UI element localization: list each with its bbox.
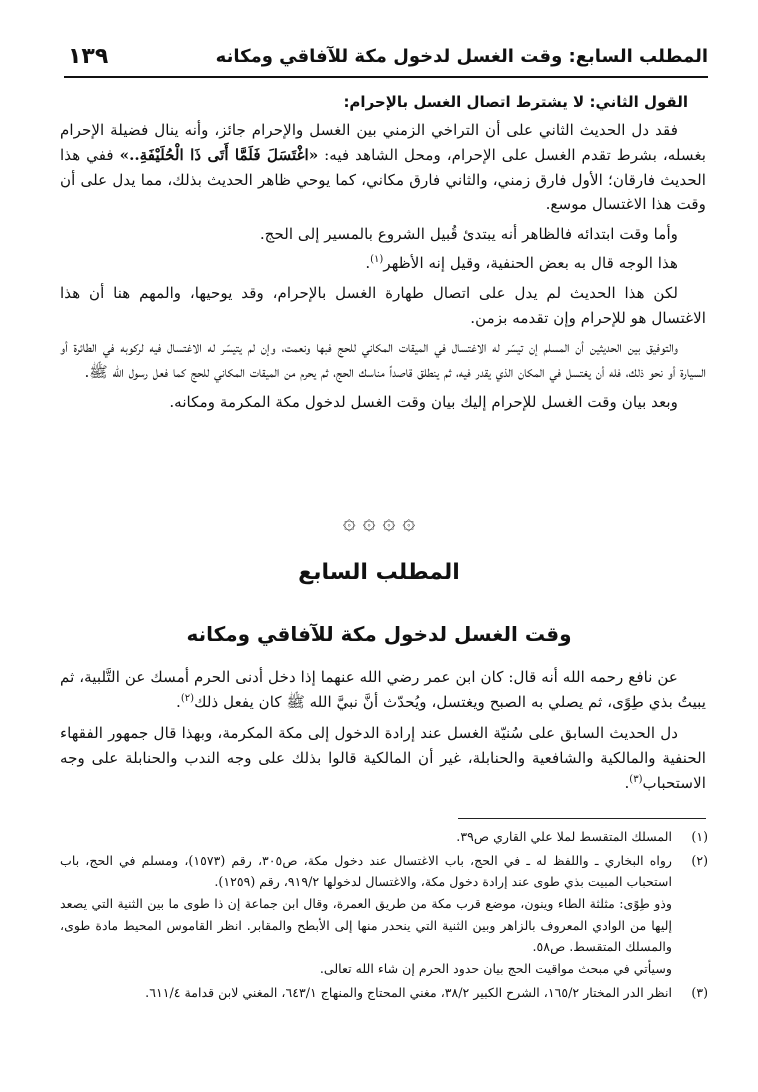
paragraph: والتوفيق بين الحديثين أن المسلم إن تيسّر له الاغتسال في الميقات المكاني للحج فبها ونعمت، وإن لم يتيسّر له الاغتسال فيه لركوبه في الطائرة أو السيارة أو نحو ذلك، فله أن يغتسل في المكان الذي يقدر فيه، ثم ينطلق قاصداً مناسك الحج، ثم يحرم من الميقات المكاني للحج كما فعل رسول الله ﷺ.: [60, 338, 706, 381]
paragraph: فقد دل الحديث الثاني على أن التراخي الزمني بين الغسل والإحرام جائز، وأنه ينال فضيلة الإحرام بغسله، بشرط تقدم الغسل على الإحرام، ومحل الشاهد فيه: «اغْتَسَلَ فَلَمَّا أَتَى ذَا الْحُلَيْفَةِ..» ففي هذا الحديث فارقان؛ الأول فارق زمني، والثاني فارق مكاني، كما يوحي ظاهر الحديث بذلك، مما يدل على أن وقت هذا الاغتسال موسع.: [60, 121, 706, 214]
section-subtitle: وقت الغسل لدخول مكة للآفاقي ومكانه: [186, 622, 572, 646]
hadith-quote: «اغْتَسَلَ فَلَمَّا أَتَى ذَا الْحُلَيْفَةِ..»: [119, 145, 319, 164]
paragraph: هذا الوجه قال به بعض الحنفية، وقيل إنه الأظهر$^{(١)}$.: [365, 254, 678, 273]
running-title: المطلب السابع: وقت الغسل لدخول مكة للآفاقي ومكانه: [215, 46, 708, 67]
section-text: [60, 665, 706, 802]
paragraph: عن نافع رحمه الله أنه قال: كان ابن عمر رضي الله عنهما إذا دخل أدنى الحرم أمسك عن التَّلبية، ثم يبيتُ بذي طِوًى، ثم يصلي به الصبح ويغتسل، ويُحدّث أنَّ نبيَّ الله ﷺ كان يفعل ذلك$^{(٢)}$.: [60, 668, 706, 711]
main-text: [60, 90, 706, 419]
footnote: (٢) رواه البخاري ـ واللفظ له ـ في الحج، باب الاغتسال عند دخول مكة، ص٣٠٥، رقم (١٥٧٣)، ومسلم في الحج، باب استحباب المبيت بذي طوى عند إرادة دخول مكة، والاغتسال لدخولها ٩١٩/٢، رقم (١٢٥٩). وذو طِوًى: مثلثة الطاء وينون، موضع قرب مكة من طريق العمرة، وقال ابن جماعة إن ذا طوى ما بين الثنية التي يصعد إليها من الوادي المعروف بالزاهر وبين الثنية التي ينحدر منها إلى الأبطح والمقابر. انظر القاموس المحيط مادة طوى، والمسلك المتقسط. ص٥٨. وسيأتي في مبحث مواقيت الحج بيان حدود الحرم إن شاء الله تعالى.: [60, 850, 708, 980]
page-number: ١٣٩: [68, 44, 109, 69]
footnote-number: (٣): [691, 984, 708, 1000]
paragraph: دل الحديث السابق على سُنيّة الغسل عند إرادة الدخول إلى مكة المكرمة، وبهذا قال جمهور الفقهاء الحنفية والمالكية والشافعية والحنابلة، غير أن المالكية قالوا بذلك على وجه الندب والحنابلة على وجه الاستحباب$^{(٣)}$.: [60, 723, 706, 792]
section-title: المطلب السابع: [298, 560, 460, 585]
footnote-number: (١): [691, 829, 708, 844]
paragraph: وأما وقت ابتدائه فالظاهر أنه يبتدئ قُبيل الشروع بالمسير إلى الحج.: [259, 224, 678, 243]
footnote-ref[interactable]: (٢): [180, 692, 195, 704]
footnotes: [60, 826, 708, 1005]
second-opinion-heading: القول الثاني: لا يشترط اتصال الغسل بالإحرام:: [343, 93, 688, 111]
footnote-divider: [458, 818, 706, 819]
ornament-divider: ۞ ۞ ۞ ۞: [342, 510, 416, 535]
page-header: [64, 40, 708, 78]
footnote: (١) المسلك المتقسط لملا علي القاري ص٣٩.: [60, 826, 708, 848]
paragraph: لكن هذا الحديث لم يدل على اتصال طهارة الغسل بالإحرام، وقد يوحيها، والمهم هنا أن هذا الاغتسال هو للإحرام وإن تقدمه بزمن.: [60, 284, 706, 327]
footnote: (٣) انظر الدر المختار ١٦٥/٢، الشرح الكبير ٣٨/٢، مغني المحتاج والمنهاج ٦٤٣/١، المغني لابن قدامة ٦١١/٤.: [60, 982, 708, 1004]
paragraph: وبعد بيان وقت الغسل للإحرام إليك بيان وقت الغسل لدخول مكة المكرمة ومكانه.: [169, 392, 678, 411]
footnote-ref[interactable]: (٣): [629, 773, 643, 785]
footnote-number: (٢): [691, 852, 708, 868]
footnote-ref[interactable]: (١): [370, 254, 384, 266]
